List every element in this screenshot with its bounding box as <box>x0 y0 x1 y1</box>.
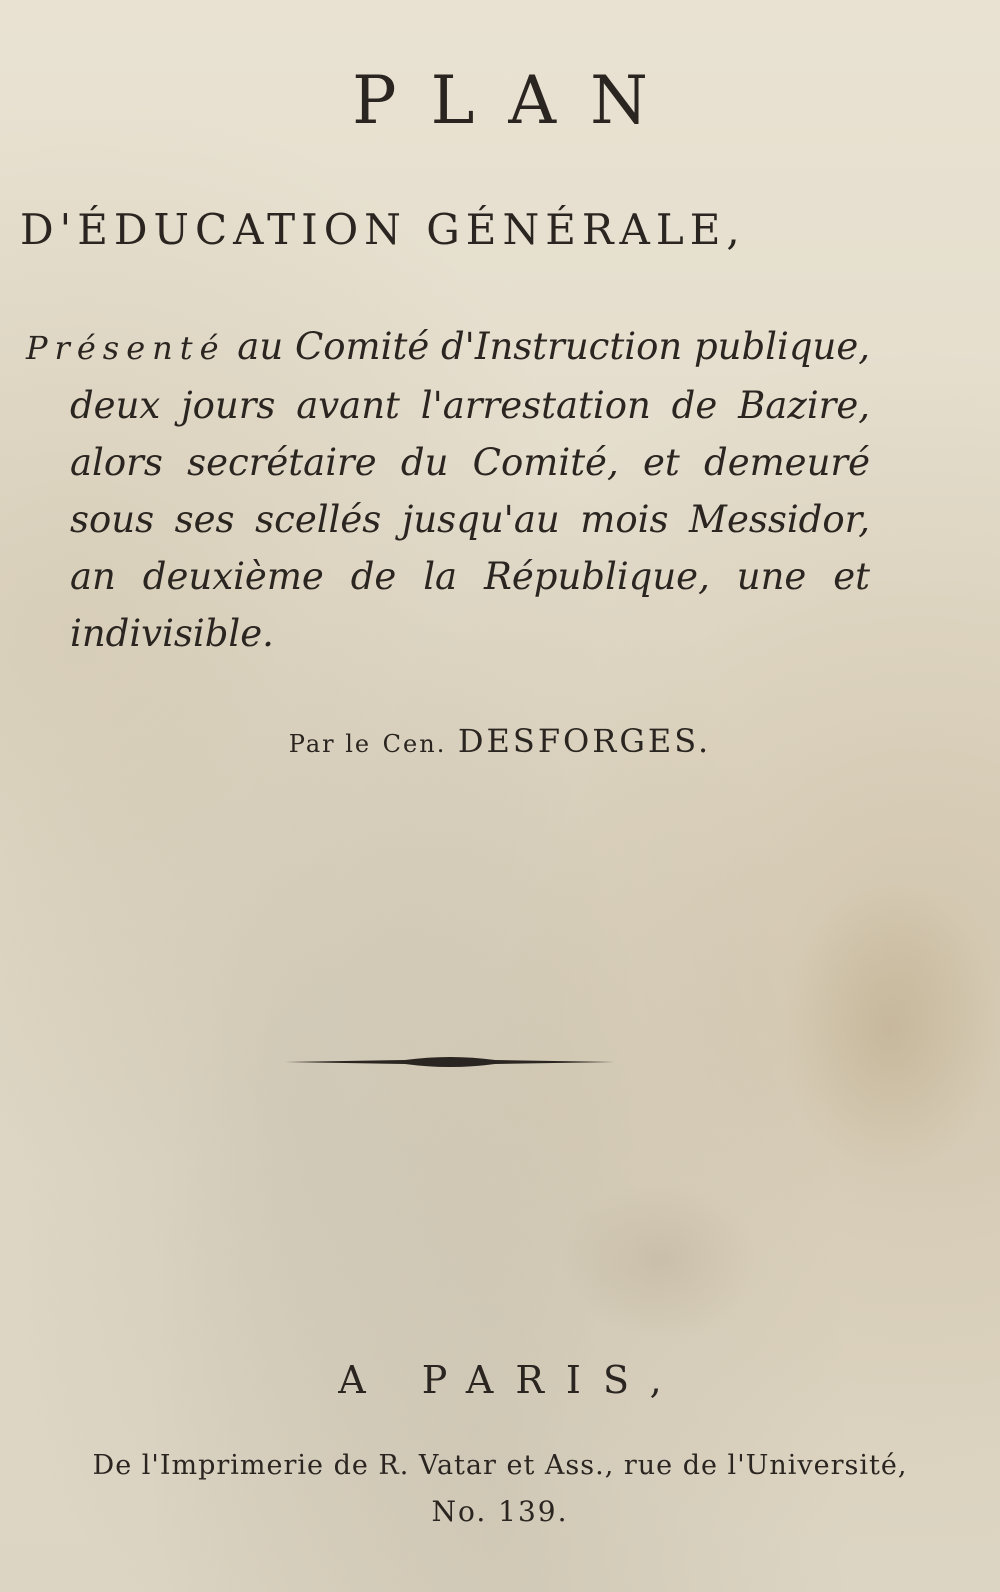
title-subtitle: D'ÉDUCATION GÉNÉRALE, <box>20 205 746 254</box>
title-plan: PLAN <box>352 62 682 139</box>
paper-stain <box>560 1180 760 1340</box>
imprint-place: A PARIS, <box>338 1358 684 1402</box>
author-line <box>0 722 1000 760</box>
paper-stain <box>780 880 1000 1180</box>
author-prefix: Par le <box>288 730 372 758</box>
author-name: DESFORGES. <box>457 722 712 760</box>
description-text: au Comité d'Instruction publique, deux jours avant l'arrestation de Bazire, alors secrétaire du Comité, et demeuré sous ses scellés jusqu'au mois Messidor, an deuxième de la République, une et indivisible. <box>70 325 870 655</box>
description-paragraph <box>26 318 870 662</box>
horizontal-rule-ornament <box>285 1050 615 1074</box>
description-lead-word: Présenté <box>26 329 226 367</box>
author-title: Cen. <box>382 730 447 758</box>
imprint-number: No. 139. <box>431 1495 569 1528</box>
imprint-printer: De l'Imprimerie de R. Vatar et Ass., rue de l'Université, <box>92 1450 908 1481</box>
